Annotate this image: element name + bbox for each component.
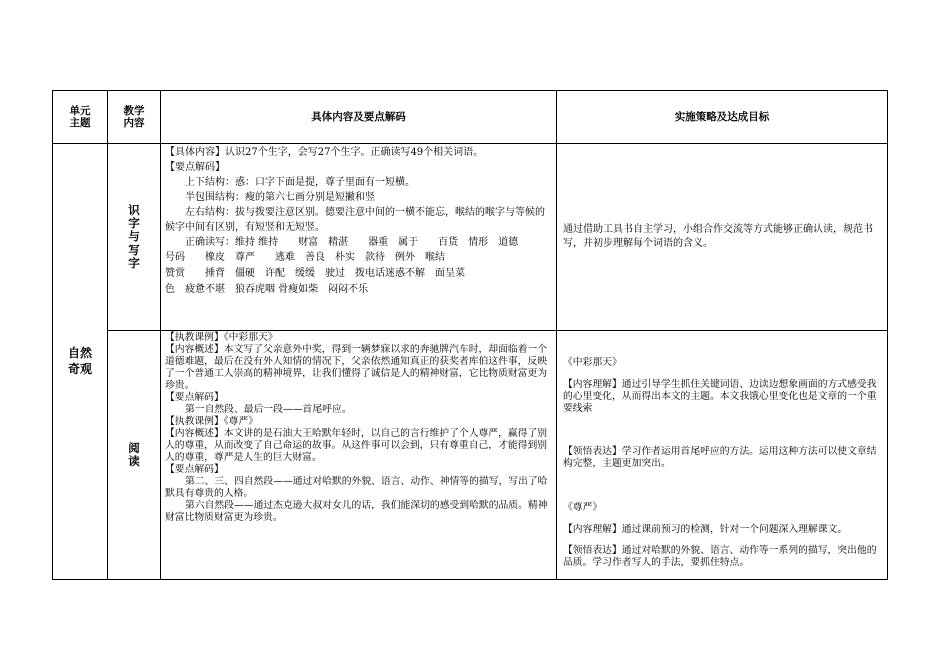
word-row: 号码 橡皮 尊严 逃难 善良 朴实 款待 例外 喉结 <box>165 252 445 263</box>
strategy-express: 【领悟表达】学习作者运用首尾呼应的方法。运用这种方法可以使文章结构完整，主题更加突出。 <box>563 446 877 470</box>
strategy-express: 【领悟表达】通过对哈默的外貌、语言、动作等一系列的描写，突出他的品质。学习作者写人的手法，要抓住特点。 <box>563 545 877 569</box>
literacy-point: 半包围结构：瘦的第六七画分别是短撇和竖 <box>185 192 375 203</box>
strategy-lesson-title: 《尊严》 <box>563 501 603 513</box>
key-point: 第二、三、四自然段——通过对哈默的外貌、语言、动作、神情等的描写，写出了哈默具有尊贵的人格。 <box>165 476 548 499</box>
lesson-summary: 【内容概述】本文讲的是石油大王哈默年轻时，以自己的言行维护了个人尊严，赢得了别人的尊重，从而改变了自己命运的故事。从这件事可以会到，只有尊重自己，才能得到别人的尊重，尊严是人生的巨大财富。 <box>165 428 548 463</box>
literacy-point: 上下结构：惑：口字下面是提，尊子里面有一短横。 <box>185 177 415 188</box>
key-heading: 【要点解码】 <box>165 464 224 475</box>
literacy-row <box>53 144 888 331</box>
lesson-title: 【执教课例】《中彩那天》 <box>165 332 278 343</box>
key-point: 第六自然段——通过杰克逊大叔对女儿的话，我们能深切的感受到哈默的品质。精神财富比物质财富更为珍贵。 <box>165 500 548 523</box>
unit-theme-cell: 自然 奇观 <box>53 144 108 580</box>
literacy-content-line: 【具体内容】认识27个生字，会写27个生字。正确读写49个相关词语。 <box>165 147 484 158</box>
key-heading: 【要点解码】 <box>165 392 224 403</box>
literacy-key-heading: 【要点解码】 <box>165 162 225 173</box>
header-details: 具体内容及要点解码 <box>161 91 557 144</box>
literacy-words-intro: 正确读写：维持 维持 财富 精湛 器重 属于 百货 情形 道德 <box>185 237 519 248</box>
curriculum-table <box>52 90 888 580</box>
strategy-understand: 【内容理解】通过引导学生抓住关键词语、边读边想象画面的方式感受我的心里变化，从而得出本文的主题。本文我饿心里变化也是文章的一个重要线索 <box>563 378 877 414</box>
literacy-point: 左右结构：拔与拨要注意区别。德要注意中间的一横不能忘，喉结的喉字与等候的候字中间有区别，有短竖和无短竖。 <box>165 207 545 233</box>
reading-row <box>53 331 888 580</box>
reading-details <box>161 331 557 580</box>
header-strategy: 实施策略及达成目标 <box>557 91 888 144</box>
lesson-title: 【执教课例】《尊严》 <box>165 416 259 427</box>
literacy-strategy: 通过借助工具书自主学习，小组合作交流等方式能够正确认读，规范书写，并初步理解每个词语的含义。 <box>557 144 888 331</box>
header-teach-content: 教学 内容 <box>108 91 161 144</box>
header-row <box>53 91 888 144</box>
reading-label: 阅 读 <box>108 331 161 580</box>
strategy-understand: 【内容理解】通过课前预习的检测，针对一个问题深入理解课文。 <box>563 523 848 535</box>
header-unit-theme: 单元 主题 <box>53 91 108 144</box>
word-row: 色 疲惫不堪 狼吞虎咽 骨瘦如柴 闷闷不乐 <box>165 284 369 295</box>
word-row: 赞赏 捶背 僵硬 许配 缓缓 驶过 拨电话迷惑不解 面呈菜 <box>165 268 465 279</box>
reading-strategy <box>557 331 888 580</box>
strategy-lesson-title: 《中彩那天》 <box>563 356 622 368</box>
lesson-summary: 【内容概述】本文写了父亲意外中奖，得到一辆梦寐以求的奔驰牌汽车时，却面临着一个道德难题，最后在没有外人知情的情况下，父亲依然通知真正的获奖者库伯这件事，反映了一个普通工人崇高的精神境界，让我们懂得了诚信是人的精神财富，它比物质财富更为珍贵。 <box>165 344 548 391</box>
literacy-label: 识 字 与 写 字 <box>108 144 161 331</box>
literacy-details <box>161 144 557 331</box>
key-point: 第一自然段、最后一段——首尾呼应。 <box>185 404 352 415</box>
